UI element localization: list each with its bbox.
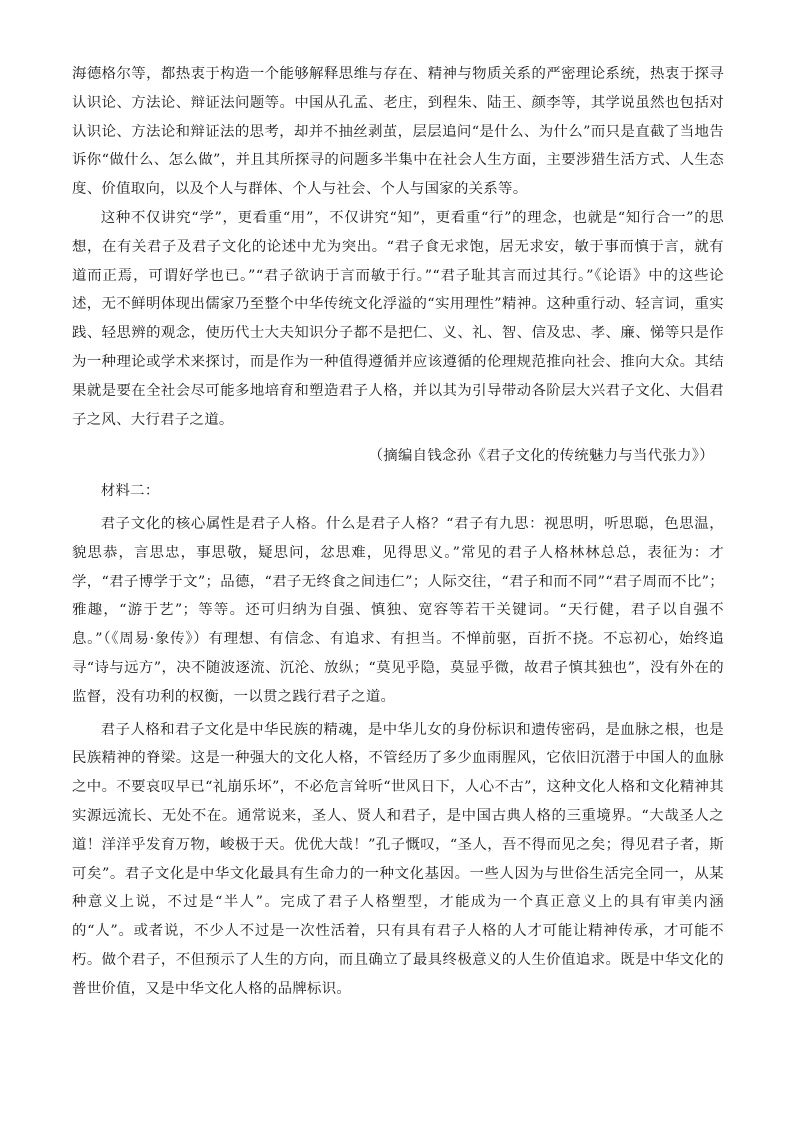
- material-heading: 材料二：: [100, 483, 160, 500]
- paragraph-continued: 海德格尔等，都热衷于构造一个能够解释思维与存在、精神与物质关系的严密理论系统，热衷于探寻认识论、方法论、辩证法问题等。中国从孔孟、老庄，到程朱、陆王、颜李等，其学说虽然也包括对认识论、方法论和辩证法的思考，却并不抽丝剥茧，层层追问“是什么、为什么”而只是直截了当地告诉你“做什么、怎么做”，并且其所探寻的问题多半集中在社会人生方面，主要涉猎生活方式、人生态度、价值取向，以及个人与群体、个人与社会、个人与国家的关系等。: [72, 66, 724, 198]
- document-body: [72, 60, 724, 1004]
- paragraph: 这种不仅讲究“学”，更看重“用”，不仅讲究“知”，更看重“行”的理念，也就是“知行合一”的思想，在有关君子及君子文化的论述中尤为突出。“君子食无求饱，居无求安，敏于事而慎于言，就有道而正焉，可谓好学也已。”“君子欲讷于言而敏于行。”“君子耻其言而过其行。”《论语》中的这些论述，无不鲜明体现出儒家乃至整个中华传统文化浮溢的“实用理性”精神。这种重行动、轻言词，重实践、轻思辨的观念，使历代士大夫知识分子都不是把仁、义、礼、智、信及忠、孝、廉、悌等只是作为一种理论或学术来探讨，而是作为一种值得遵循并应该遵循的伦理规范推向社会、推向大众。其结果就是要在全社会尽可能多地培育和塑造君子人格，并以其为引导带动各阶层大兴君子文化、大倡君子之风、大行君子之道。: [72, 209, 724, 428]
- source-citation: （摘编自钱念孙《君子文化的传统魅力与当代张力》）: [368, 448, 714, 465]
- paragraph: 君子文化的核心属性是君子人格。什么是君子人格？“君子有九思：视思明，听思聪，色思温，貌思恭，言思忠，事思敬，疑思问，忿思难，见得思义。”常见的君子人格林林总总，表征为：才学，“君子博学于文”；品德，“君子无终食之间违仁”；人际交往，“君子和而不同”“君子周而不比”；雅趣，“游于艺”；等等。还可归纳为自强、慎独、宽容等若干关键词。“天行健，君子以自强不息。”（《周易·象传》）有理想、有信念、有追求、有担当。不惮前驱，百折不挠。不忘初心，始终追寻“诗与远方”，决不随波逐流、沉沦、放纵；“莫见乎隐，莫显乎微，故君子慎其独也”，没有外在的监督，没有功利的权衡，一以贯之践行君子之道。: [72, 515, 724, 705]
- paragraph: 君子人格和君子文化是中华民族的精魂，是中华儿女的身份标识和遗传密码，是血脉之根，也是民族精神的脊梁。这是一种强大的文化人格，不管经历了多少血雨腥风，它依旧沉潜于中国人的血脉之中。不要哀叹早已“礼崩乐坏”，不必危言耸听“世风日下，人心不古”，这种文化人格和文化精神其实源远流长、无处不在。通常说来，圣人、贤人和君子，是中国古典人格的三重境界。“大哉圣人之道！洋洋乎发育万物，峻极于天。优优大哉！”孔子慨叹，“圣人，吾不得而见之矣；得见君子者，斯可矣”。君子文化是中华文化最具有生命力的一种文化基因。一些人因为与世俗生活完全同一，从某种意义上说，不过是“半人”。完成了君子人格塑型，才能成为一个真正意义上的具有审美内涵的“人”。或者说，不少人不过是一次性活着，只有具有君子人格的人才可能让精神传承，才可能不朽。做个君子，不但预示了人生的方向，而且确立了最具终极意义的人生价值追求。既是中华文化的普世价值，又是中华文化人格的品牌标识。: [72, 721, 724, 997]
